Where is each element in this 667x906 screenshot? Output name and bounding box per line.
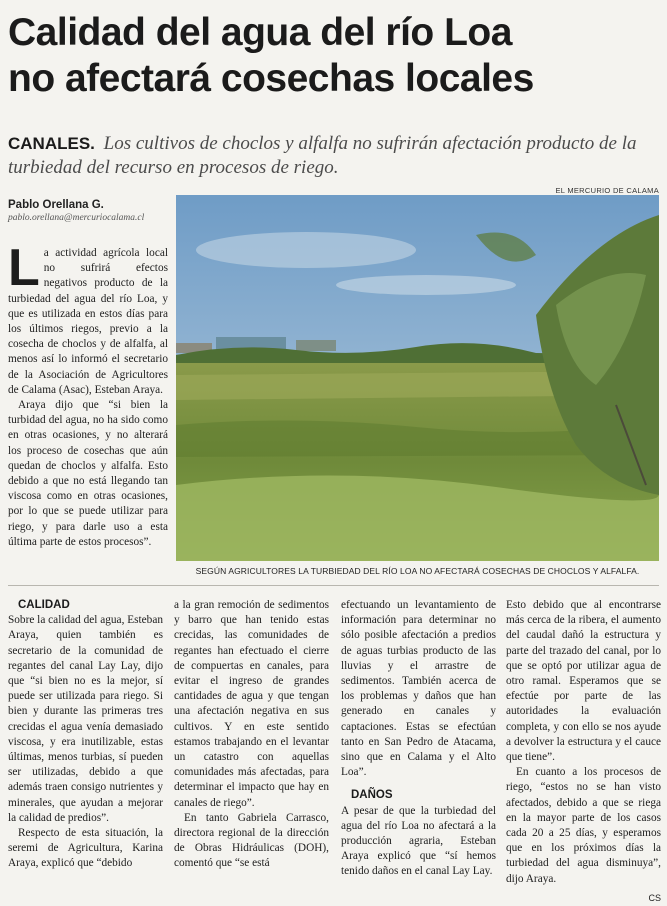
headline-line-2: no afectará cosechas locales [8, 57, 534, 100]
photo-credit: EL MERCURIO DE CALAMA [555, 186, 659, 195]
column-2-paragraph-2: En tanto Gabriela Carrasco, directora regional de la dirección de Obras Hidráulicas (DOH), comentó que “se está [174, 811, 329, 870]
column-4-paragraph-1: Esto debido que al encontrarse más cerca de la ribera, el aumento del caudal dañó la estructura y parte del trazado del canal, por lo que se optó por utilizar agua de otro ramal. Esperamos que se efectúe por parte de las autoridades la evaluación completa, y con ello se nos ayude a devolver la estructura y el cauce que tiene”. [506, 599, 661, 764]
subhead-calidad: CALIDAD [18, 599, 70, 611]
byline [8, 199, 178, 223]
lede [8, 132, 653, 180]
column-3-paragraph-2: A pesar de que la turbiedad del agua del río Loa no afectará a la producción agraria, Esteban Araya explicó que “sí hemos tenido daños en el canal Lay Lay. [341, 804, 496, 878]
divider [8, 585, 659, 586]
photo-caption: SEGÚN AGRICULTORES LA TURBIEDAD DEL RÍO LOA NO AFECTARÁ COSECHAS DE CHOCLOS Y ALFALFA. [195, 566, 640, 576]
column-1 [8, 598, 163, 872]
byline-name: Pablo Orellana G. [8, 199, 104, 211]
lede-text: Los cultivos de choclos y alfalfa no sufrirán afectación producto de la turbiedad del recurso en procesos de riego. [8, 133, 637, 178]
column-2 [174, 598, 329, 872]
column-4-paragraph-2: En cuanto a los procesos de riego, “estos no se han visto afectados, debido a que se riega en la mayor parte de los casos cada 20 a 25 días, y esperamos que en los próximos días la turbiedad del agua disminuya”, dijo Araya. [506, 766, 661, 885]
end-mark: CS [648, 892, 661, 903]
lead-paragraph-1 [8, 239, 168, 398]
field-photo-illustration [176, 195, 659, 561]
lede-kicker: CANALES. [8, 134, 95, 153]
column-1-paragraph-1: Sobre la calidad del agua, Esteban Araya, quien también es secretario de la comunidad de regantes del canal Lay Lay, dijo que “si bien no es la mejor, sí puede ser utilizada para riego. Si bien y durante las primeras tres crecidas el agua venía demasiado viscosa, y era inutilizable, estas últimas, menos turbias, sí pueden ser utilizadas, debido a que además traen consigo nutrientes y minerales, que ayudan a mejorar la calidad de predios”. [8, 614, 163, 824]
column-3 [341, 598, 496, 880]
column-4 [506, 598, 661, 906]
headline [8, 10, 658, 102]
headline-line-1: Calidad del agua del río Loa [8, 11, 512, 54]
column-2-paragraph-1: a la gran remoción de sedimentos y barro que han tenido estas crecidas, las comunidades de regantes han efectuado el cierre de compuertas en canales, para evitar el ingreso de grandes cantidades de agua y que tengan una afectación negativa en sus cultivos. Y en este sentido estamos trabajando en el levantar un catastro con aquellas comunidades más afectadas, para determinar el impacto que hay en canales de riego”. [174, 599, 329, 809]
subhead-danos: DAÑOS [351, 789, 393, 802]
lead-paragraph-2: Araya dijo que “si bien la turbidad del agua, no ha sido como en otras ocasiones, y no alterará los proceso de cosechas que aún quedan de choclos y alfalfa. Esto debido a que no está llegando tan viscosa como en otras ocasiones, por lo que se puede utilizar para riego, y para darle uso a esta última parte de estos procesos”. [8, 399, 168, 548]
byline-email[interactable]: pablo.orellana@mercuriocalama.cl [8, 213, 145, 223]
column-3-paragraph-1: efectuando un levantamiento de información para determinar no sólo posible afectación a predios de aguas turbias producto de las lluvias y el arrastre de sedimentos. También acerca de los problemas y daños que han generado en canales y captaciones. Estas se efectúan tanto en San Pedro de Atacama, sino que en Calama y el Alto Loa”. [341, 599, 496, 779]
column-1-paragraph-2: Respecto de esta situación, la seremi de Agricultura, Karina Araya, explicó que “debido [8, 827, 163, 870]
lead-paragraph-1-text: a actividad agrícola local no sufrirá efectos negativos producto de la turbiedad del agua del río Loa, y que es utilizada en estos días para los últimos riegos, previo a la cosecha de choclos y de alfalfa, al menos así lo informó el secretario de la Asociación de Agricultores de Calama (Asac), Esteban Araya. [8, 247, 168, 396]
dropcap: L [8, 239, 40, 297]
field-photo [176, 195, 659, 561]
lead-column [8, 239, 168, 550]
